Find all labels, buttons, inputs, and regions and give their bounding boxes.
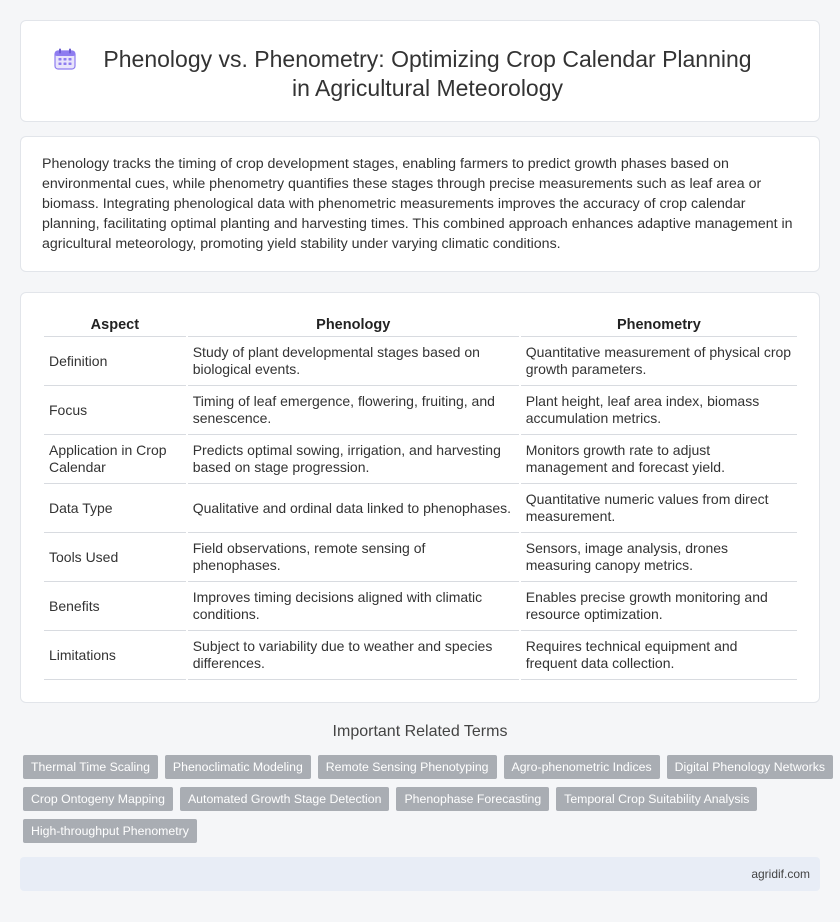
related-term-tag[interactable]: Remote Sensing Phenotyping [318, 755, 497, 779]
cell-phenometry: Quantitative measurement of physical crop growth parameters. [521, 337, 797, 386]
comparison-card [20, 292, 820, 703]
cell-aspect: Data Type [44, 484, 186, 533]
cell-aspect: Application in Crop Calendar [44, 435, 186, 484]
header-phenometry: Phenometry [521, 315, 797, 337]
tag-row [23, 819, 823, 843]
cell-phenology: Subject to variability due to weather and species differences. [188, 631, 519, 680]
cell-phenology: Predicts optimal sowing, irrigation, and harvesting based on stage progression. [188, 435, 519, 484]
table-row [44, 337, 797, 386]
cell-phenology: Improves timing decisions aligned with climatic conditions. [188, 582, 519, 631]
cell-aspect: Limitations [44, 631, 186, 680]
intro-card [20, 136, 820, 272]
header-aspect: Aspect [44, 315, 186, 337]
title-card [20, 20, 820, 122]
related-terms-heading: Important Related Terms [332, 723, 508, 740]
table-row [44, 435, 797, 484]
comparison-table [42, 315, 799, 680]
related-term-tag[interactable]: Temporal Crop Suitability Analysis [556, 787, 757, 811]
cell-aspect: Focus [44, 386, 186, 435]
footer [20, 857, 820, 891]
related-term-tag[interactable]: Phenophase Forecasting [396, 787, 549, 811]
table-row [44, 582, 797, 631]
intro-paragraph: Phenology tracks the timing of crop development stages, enabling farmers to predict growth phases based on environmental cues, while phenometry quantifies these stages through precise measurements such as leaf area or biomass. Integrating phenological data with phenometric measurements improves the accuracy of crop calendar planning, facilitating optimal planting and harvesting times. This combined approach enhances adaptive management in agricultural meteorology, promoting yield stability under varying climatic conditions. [42, 156, 793, 252]
cell-phenometry: Sensors, image analysis, drones measuring canopy metrics. [521, 533, 797, 582]
cell-aspect: Benefits [44, 582, 186, 631]
table-row [44, 484, 797, 533]
tag-row [23, 755, 823, 779]
related-term-tag[interactable]: Crop Ontogeny Mapping [23, 787, 173, 811]
footer-site-link[interactable]: agridif.com [751, 867, 810, 881]
cell-phenometry: Plant height, leaf area index, biomass accumulation metrics. [521, 386, 797, 435]
related-term-tag[interactable]: Automated Growth Stage Detection [180, 787, 389, 811]
table-row [44, 631, 797, 680]
cell-phenology: Field observations, remote sensing of phenophases. [188, 533, 519, 582]
page-title: Phenology vs. Phenometry: Optimizing Crop Calendar Planning in Agricultural Meteorology [103, 46, 752, 101]
table-header-row [44, 315, 797, 337]
related-term-tag[interactable]: Digital Phenology Networks [667, 755, 833, 779]
related-term-tag[interactable]: Phenoclimatic Modeling [165, 755, 311, 779]
tag-row [23, 787, 823, 811]
cell-phenology: Timing of leaf emergence, flowering, fruiting, and senescence. [188, 386, 519, 435]
table-row [44, 386, 797, 435]
cell-aspect: Definition [44, 337, 186, 386]
cell-phenology: Study of plant developmental stages based on biological events. [188, 337, 519, 386]
cell-aspect: Tools Used [44, 533, 186, 582]
cell-phenometry: Monitors growth rate to adjust management and forecast yield. [521, 435, 797, 484]
cell-phenometry: Quantitative numeric values from direct measurement. [521, 484, 797, 533]
cell-phenology: Qualitative and ordinal data linked to phenophases. [188, 484, 519, 533]
table-row [44, 533, 797, 582]
related-term-tag[interactable]: Agro-phenometric Indices [504, 755, 660, 779]
cell-phenometry: Enables precise growth monitoring and resource optimization. [521, 582, 797, 631]
cell-phenometry: Requires technical equipment and frequent data collection. [521, 631, 797, 680]
related-term-tag[interactable]: High-throughput Phenometry [23, 819, 197, 843]
related-terms-list [23, 755, 823, 851]
related-term-tag[interactable]: Thermal Time Scaling [23, 755, 158, 779]
header-phenology: Phenology [188, 315, 519, 337]
